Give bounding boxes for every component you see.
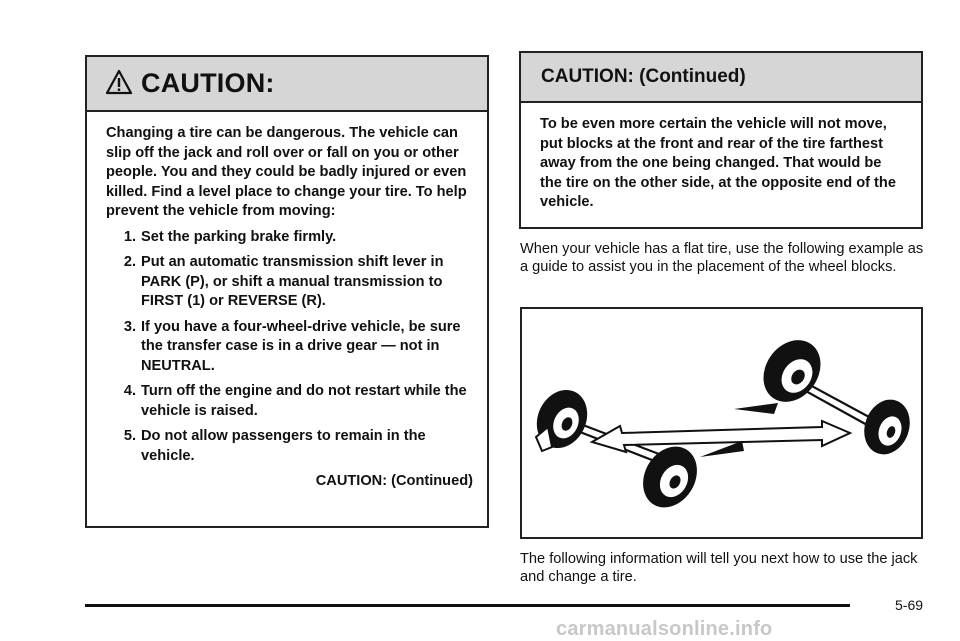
caution-header — [87, 57, 487, 112]
caution-steps — [106, 228, 473, 467]
footer-rule — [85, 604, 850, 607]
step-number: 4. — [123, 383, 136, 399]
step-text: Put an automatic transmission shift lever in PARK (P), or shift a manual transmission to FIRST (1) or REVERSE (R). — [141, 254, 444, 309]
step-number: 3. — [123, 318, 136, 335]
wheel-block-illustration — [520, 307, 923, 539]
caution-step — [106, 228, 473, 248]
caution-step — [106, 382, 473, 421]
caution-body — [87, 112, 487, 492]
caution-continued-body: To be even more certain the vehicle will not move, put blocks at the front and rear of the tire farthest away from the one being changed. That would be the tire on the other side, at the opposite end of the vehicle. — [540, 116, 896, 210]
direction-arrow — [592, 421, 850, 452]
wheel-diagram — [522, 309, 921, 537]
step-text: Turn off the engine and do not restart while the vehicle is raised. — [141, 383, 467, 419]
wheel-right — [857, 393, 917, 461]
wheel-block-front — [734, 403, 778, 414]
step-number: 2. — [123, 254, 136, 270]
page-number: 5-69 — [895, 597, 924, 613]
caution-continued-title: CAUTION: (Continued) — [541, 66, 746, 87]
step-text: Set the parking brake firmly. — [141, 228, 337, 245]
step-number: 5. — [123, 428, 136, 444]
caution-continued-header — [521, 53, 921, 103]
caution-step — [106, 318, 473, 377]
watermark: carmanualsonline.info — [556, 618, 773, 640]
wheel-left — [528, 382, 597, 457]
wheel-top-right — [752, 329, 832, 413]
step-text: If you have a four-wheel-drive vehicle, be sure the transfer case is in a drive gear — not in NEUTRAL. — [141, 318, 461, 374]
caution-continued-label: CAUTION: (Continued) — [315, 473, 473, 489]
wheel-blocks-paragraph: When your vehicle has a flat tire, use the following example as a guide to assist you in the placement of the wheel blocks. — [520, 241, 924, 275]
step-text: Do not allow passengers to remain in the vehicle. — [141, 428, 426, 464]
step-number: 1. — [123, 228, 136, 245]
caution-title: CAUTION: — [141, 68, 275, 98]
caution-intro: Changing a tire can be dangerous. The vehicle can slip off the jack and roll over or fall on you or other people. You and they could be badly injured or even killed. Find a level place to change your tire. To help prevent the vehicle from moving: — [106, 125, 467, 219]
caution-box — [85, 55, 489, 528]
caution-continued-box — [519, 51, 923, 229]
caution-step — [106, 253, 473, 312]
jack-info-paragraph: The following information will tell you next how to use the jack and change a tire. — [520, 551, 918, 585]
caution-step — [106, 427, 473, 466]
warning-triangle-icon — [105, 69, 133, 95]
